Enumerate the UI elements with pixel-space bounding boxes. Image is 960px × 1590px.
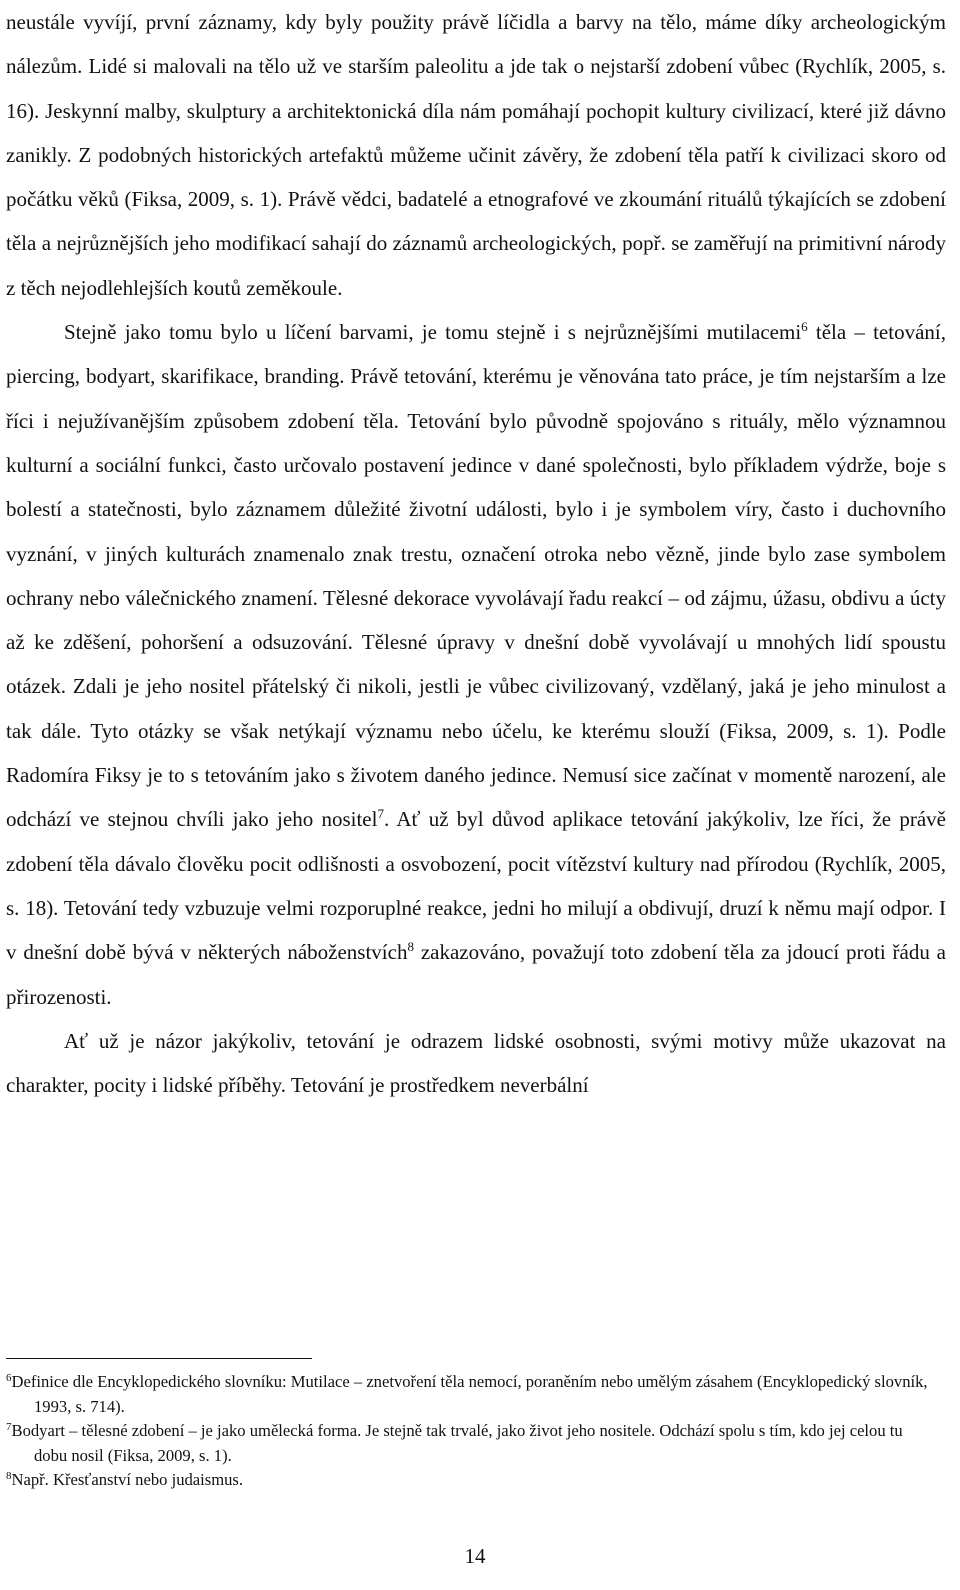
footnote-7 xyxy=(6,1419,936,1468)
footnote-text: Bodyart – tělesné zdobení – je jako umělecká forma. Je stejně tak trvalé, jako život jeho nositele. Odchází spolu s tím, kdo jej celou tu dobu nosil (Fiksa, 2009, s. 1). xyxy=(11,1421,903,1465)
footnote-8 xyxy=(6,1468,936,1493)
page-number: 14 xyxy=(464,1544,486,1568)
footnote-reference-8[interactable]: 8 xyxy=(407,939,414,955)
footnote-separator xyxy=(6,1358,312,1359)
footnote-number: 8 xyxy=(6,1470,12,1482)
paragraph-text: Stejně jako tomu bylo u líčení barvami, je tomu stejně i s nejrůznějšími mutilacemi xyxy=(64,320,802,345)
paragraph-text: Ať už je názor jakýkoliv, tetování je odrazem lidské osobnosti, svými motivy může ukazovat na charakter, pocity i lidské příběhy. Tetování je prostředkem neverbální xyxy=(6,1028,946,1098)
paragraph-text: neustále vyvíjí, první záznamy, kdy byly použity právě líčidla a barvy na tělo, máme díky archeologickým nálezům. Lidé si malovali na tělo už ve starším paleolitu a jde tak o nejstarší zdobení vůbec (Rychlík, 2005, s. 16). Jeskynní malby, skulptury a architektonická díla nám pomáhají pochopit kultury civilizací, které již dávno zanikly. Z podobných historických artefaktů můžeme učinit závěry, že zdobení těla patří k civilizaci skoro od počátku věků (Fiksa, 2009, s. 1). Právě vědci, badatelé a etnografové ve zkoumání rituálů týkajících se zdobení těla a nejrůznějších jeho modifikací sahají do záznamů archeologických, popř. se zaměřují na primitivní národy z těch nejodlehlejších koutů zeměkoule. xyxy=(6,10,946,300)
footnote-reference-6[interactable]: 6 xyxy=(801,319,808,335)
paragraph-text: . Ať už byl důvod aplikace tetování jakýkoliv, lze říci, že právě zdobení těla dávalo člověku pocit odlišnosti a osvobození, pocit vítězství kultury nad přírodou (Rychlík, 2005, s. 18). Tetování tedy vzbuzuje velmi rozporuplné reakce, jedni ho milují a obdivují, druzí k němu mají odpor. I v dnešní době bývá v některých náboženstvích xyxy=(6,807,946,965)
footnote-6 xyxy=(6,1370,936,1419)
footnote-reference-7[interactable]: 7 xyxy=(377,806,384,822)
footnotes xyxy=(6,1370,936,1493)
paragraph-text: zakazováno, považují toto zdobení těla za jdoucí proti řádu a přirozenosti. xyxy=(6,940,946,1009)
body-paragraph-3 xyxy=(6,1019,946,1108)
footnote-number: 7 xyxy=(6,1421,12,1433)
paragraph-text: těla – tetování, piercing, bodyart, skarifikace, branding. Právě tetování, kterému je věnována tato práce, je tím nejstarším a lze říci i nejužívanějším způsobem zdobení těla. Tetování bylo původně spojováno s rituály, mělo významnou kulturní a sociální funkci, často určovalo postavení jedince v dané společnosti, bylo příkladem výdrže, boje s bolestí a statečnosti, bylo záznamem důležité životní události, bylo i je symbolem víry, často i duchovního vyznání, v jiných kulturách znamenalo znak trestu, označení otroka nebo vězně, jinde bylo zase symbolem ochrany nebo válečnického znamení. Tělesné dekorace vyvolávají řadu reakcí – od zájmu, úžasu, obdivu a úcty až ke zděšení, pohoršení a odsuzování. Tělesné úpravy v dnešní době vyvolávají u mnohých lidí spoustu otázek. Zdali je jeho nositel přátelský či nikoli, jestli je vůbec civilizovaný, vzdělaný, jaká je jeho minulost a tak dále. Tyto otázky se však netýkají významu nebo účelu, ke kterému slouží (Fiksa, 2009, s. 1). Podle Radomíra Fiksy je to s tetováním jako s životem daného jedince. Nemusí sice začínat v momentě narození, ale odchází ve stejnou chvíli jako jeho nositel xyxy=(6,320,946,832)
footnote-number: 6 xyxy=(6,1372,12,1384)
footnote-text: Např. Křesťanství nebo judaismus. xyxy=(11,1470,244,1489)
footnote-text: Definice dle Encyklopedického slovníku: Mutilace – znetvoření těla nemocí, poraněním nebo umělým zásahem (Encyklopedický slovník, 1993, s. 714). xyxy=(11,1372,928,1416)
body-paragraph-1 xyxy=(6,0,946,310)
page-body xyxy=(6,0,946,1107)
body-paragraph-2 xyxy=(6,310,946,1019)
